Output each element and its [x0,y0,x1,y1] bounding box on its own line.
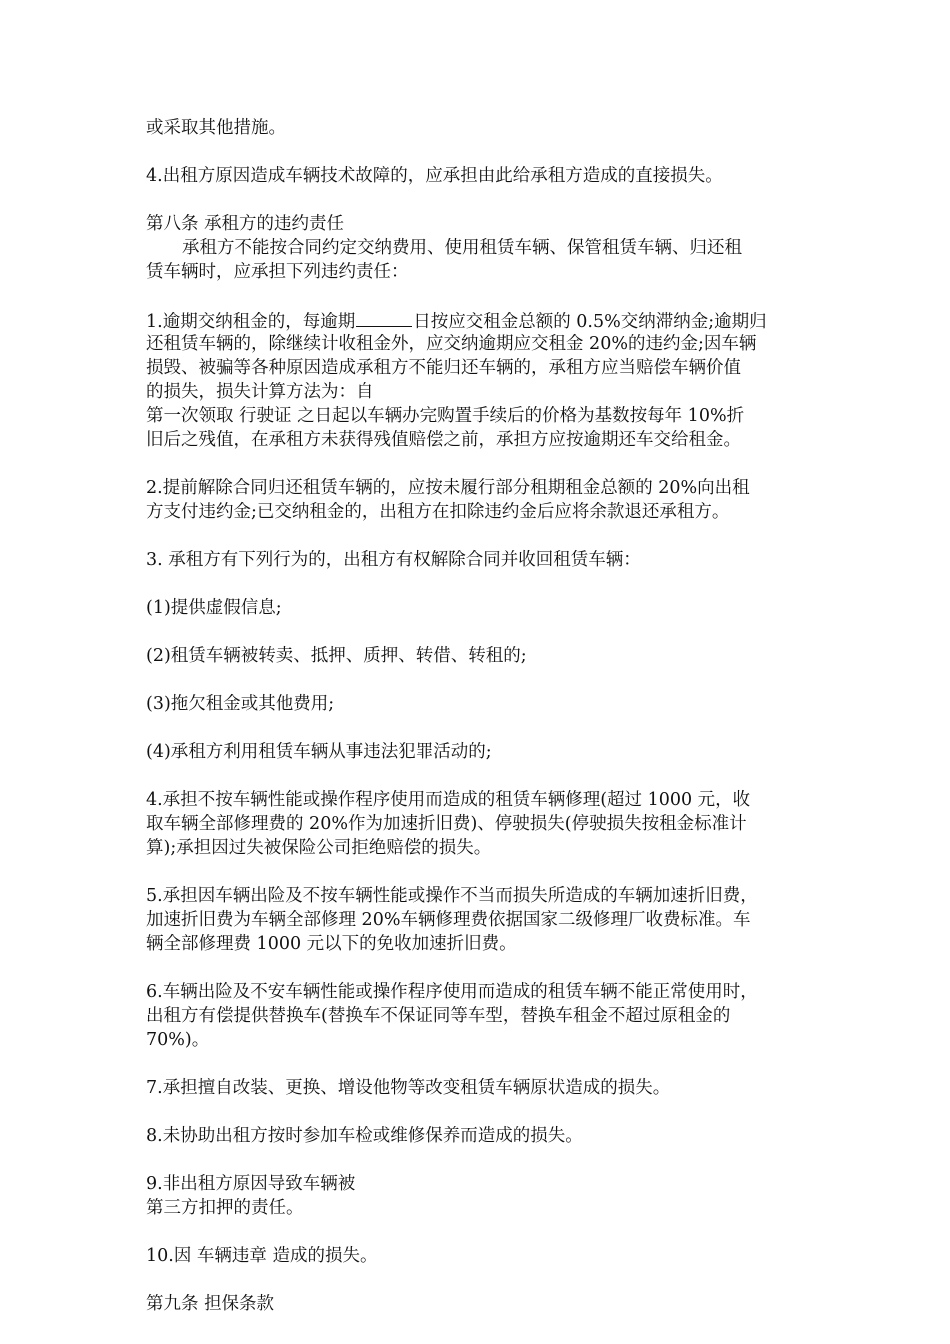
text-line: 出租方有偿提供替换车(替换车不保证同等车型，替换车租金不超过原租金的 [146,1006,731,1026]
clause-8-4: 4.出租方原因造成车辆技术故障的，应承担由此给承租方造成的直接损失。 [146,166,723,186]
text-line: 10.因 车辆违章 造成的损失。 [146,1246,378,1266]
list-item: (1)提供虚假信息; [146,598,282,618]
paragraph-gap [146,620,808,644]
text-line: 取车辆全部修理费的 20%作为加速折旧费)、停驶损失(停驶损失按租金标准计 [146,814,747,834]
paragraph-gap [146,572,808,596]
list-item: (4)承租方利用租赁车辆从事违法犯罪活动的; [146,742,492,762]
text-line: 7.承担擅自改装、更换、增设他物等改变租赁车辆原状造成的损失。 [146,1078,671,1098]
paragraph-gap [146,188,808,212]
text-line: 4.承担不按车辆性能或操作程序使用而造成的租赁车辆修理(超过 1000 元，收 [146,790,751,810]
paragraph-gap [146,1148,808,1172]
text-line: 9.非出租方原因导致车辆被 [146,1174,356,1194]
text-line: 的损失，损失计算方法为：自 [146,382,374,402]
text-line: 旧后之残值，在承租方未获得残值赔偿之前，承担方应按逾期还车交给租金。 [146,430,741,450]
text-line: 5.承担因车辆出险及不按车辆性能或操作不当而损失所造成的车辆加速折旧费， [146,886,758,906]
paragraph-gap [146,1100,808,1124]
text-line: 方支付违约金;已交纳租金的，出租方在扣除违约金后应将余款退还承租方。 [146,502,730,522]
paragraph-gap [146,1052,808,1076]
text-line: 辆全部修理费 1000 元以下的免收加速折旧费。 [146,934,517,954]
paragraph-gap [146,452,808,476]
text-line: 或采取其他措施。 [146,118,286,138]
text-line: 第一次领取 行驶证 之日起以车辆办完购置手续后的价格为基数按每年 10%折 [146,406,745,426]
text-segment: 1.逾期交纳租金的，每逾期 [146,312,356,332]
paragraph-gap [146,140,808,164]
list-item: (2)租赁车辆被转卖、抵押、质押、转借、转租的; [146,646,527,666]
paragraph-gap [146,860,808,884]
paragraph-gap [146,956,808,980]
text-line: 2.提前解除合同归还租赁车辆的，应按未履行部分租期租金总额的 20%向出租 [146,478,750,498]
article-9-heading: 第九条 担保条款 [146,1294,275,1314]
text-line: 70%)。 [146,1030,210,1050]
paragraph-gap [146,1220,808,1244]
paragraph-gap [146,1268,808,1292]
text-line: 6.车辆出险及不安车辆性能或操作程序使用而造成的租赁车辆不能正常使用时， [146,982,758,1002]
blank-fill-line [356,308,412,327]
text-line: 3. 承租方有下列行为的，出租方有权解除合同并收回租赁车辆： [146,550,641,570]
paragraph-gap [146,524,808,548]
paragraph-gap [146,764,808,788]
text-line: 承租方不能按合同约定交纳费用、使用租赁车辆、保管租赁车辆、归还租 [182,238,742,258]
text-line: 还租赁车辆的，除继续计收租金外，应交纳逾期应交租金 20%的违约金;因车辆 [146,334,757,354]
text-line: 8.未协助出租方按时参加车检或维修保养而造成的损失。 [146,1126,583,1146]
text-line: 加速折旧费为车辆全部修理 20%车辆修理费依据国家二级修理厂收费标准。车 [146,910,751,930]
paragraph-gap [146,284,808,308]
text-segment: 日按应交租金总额的 0.5%交纳滞纳金;逾期归 [413,312,767,332]
article-8-heading: 第八条 承租方的违约责任 [146,214,345,234]
paragraph-gap [146,668,808,692]
text-line: 赁车辆时，应承担下列违约责任： [146,262,409,282]
text-line: 损毁、被骗等各种原因造成承租方不能归还车辆的，承租方应当赔偿车辆价值 [146,358,741,378]
text-line: 第三方扣押的责任。 [146,1198,304,1218]
paragraph-gap [146,716,808,740]
list-item: (3)拖欠租金或其他费用; [146,694,335,714]
clause-1-line [146,308,808,332]
text-line: 算);承担因过失被保险公司拒绝赔偿的损失。 [146,838,492,858]
document-body [146,116,808,1316]
